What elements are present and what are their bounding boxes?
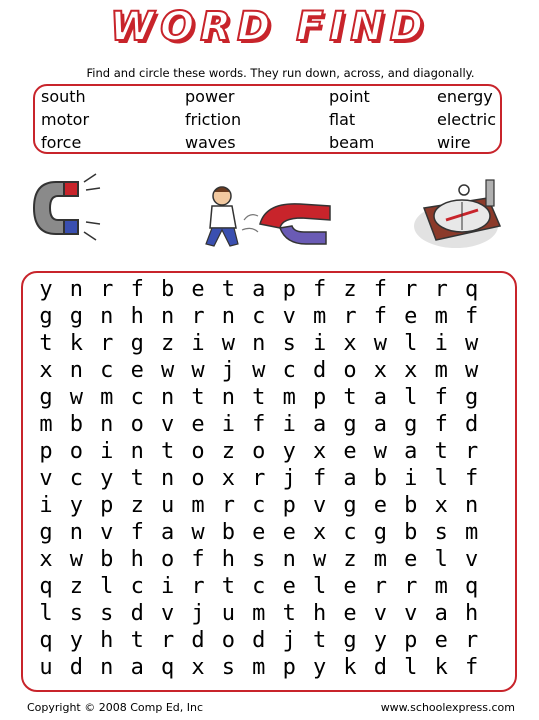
grid-letter[interactable]: n	[221, 385, 236, 410]
grid-letter[interactable]: g	[130, 331, 144, 356]
grid-letter[interactable]: m	[282, 385, 296, 410]
grid-letter[interactable]: g	[69, 304, 84, 329]
grid-letter[interactable]: n	[160, 385, 175, 410]
grid-letter[interactable]: m	[100, 385, 114, 410]
grid-letter[interactable]: a	[312, 412, 327, 437]
boy-with-magnet-icon	[206, 187, 330, 246]
grid-letter[interactable]: a	[343, 466, 357, 491]
word-force: force	[41, 133, 82, 152]
word-waves: waves	[185, 133, 236, 152]
grid-letter[interactable]: e	[343, 574, 357, 599]
grid-letter[interactable]: o	[221, 628, 236, 653]
grid-letter[interactable]: n	[464, 493, 479, 518]
grid-letter[interactable]: r	[160, 628, 175, 653]
grid-letter[interactable]: s	[69, 601, 84, 626]
grid-letter[interactable]: v	[100, 520, 114, 545]
grid-letter[interactable]: e	[343, 601, 357, 626]
grid-letter[interactable]: e	[282, 520, 296, 545]
grid-letter[interactable]: t	[39, 331, 53, 356]
grid-letter[interactable]: o	[343, 358, 357, 383]
grid-letter[interactable]: a	[434, 601, 448, 626]
grid-letter[interactable]: f	[434, 385, 448, 410]
grid-letter[interactable]: m	[39, 412, 53, 437]
grid-letter[interactable]: x	[312, 520, 327, 545]
grid-letter[interactable]: b	[404, 493, 418, 518]
grid-letter[interactable]: a	[373, 412, 388, 437]
grid-letter[interactable]: q	[160, 655, 175, 680]
grid-letter[interactable]: f	[373, 304, 388, 329]
grid-letter[interactable]: p	[100, 493, 114, 518]
grid-letter[interactable]: m	[312, 304, 327, 329]
grid-letter[interactable]: j	[221, 358, 236, 383]
grid-letter[interactable]: f	[130, 277, 144, 302]
grid-letter[interactable]: f	[312, 466, 327, 491]
grid-letter[interactable]: w	[252, 358, 266, 383]
grid-letter[interactable]: t	[130, 628, 144, 653]
grid-letter[interactable]: i	[312, 331, 327, 356]
grid-letter[interactable]: l	[100, 574, 114, 599]
word-electric: electric	[437, 110, 497, 129]
grid-letter[interactable]: t	[221, 277, 236, 302]
grid-letter[interactable]: e	[282, 574, 296, 599]
grid-letter[interactable]: n	[100, 655, 114, 680]
grid-letter[interactable]: e	[130, 358, 144, 383]
grid-letter[interactable]: r	[191, 304, 205, 329]
grid-letter[interactable]: w	[312, 547, 327, 572]
grid-letter[interactable]: v	[373, 601, 388, 626]
grid-letter[interactable]: y	[69, 628, 84, 653]
word-list-box	[33, 84, 502, 154]
grid-letter[interactable]: a	[160, 520, 175, 545]
grid-letter[interactable]: j	[282, 628, 296, 653]
grid-letter[interactable]: g	[39, 385, 53, 410]
grid-letter[interactable]: r	[343, 304, 357, 329]
grid-letter[interactable]: n	[160, 304, 175, 329]
grid-letter[interactable]: t	[130, 466, 144, 491]
grid-letter[interactable]: r	[404, 277, 418, 302]
grid-letter[interactable]: n	[130, 439, 144, 464]
grid-letter[interactable]: n	[69, 520, 84, 545]
illustrations	[0, 160, 539, 260]
grid-letter[interactable]: l	[404, 655, 418, 680]
grid-letter[interactable]: n	[69, 358, 84, 383]
grid-letter[interactable]: v	[312, 493, 327, 518]
grid-letter[interactable]: w	[191, 520, 205, 545]
grid-letter[interactable]: i	[221, 412, 236, 437]
grid-letter[interactable]: m	[252, 655, 266, 680]
grid-letter[interactable]: n	[100, 304, 114, 329]
grid-letter[interactable]: o	[252, 439, 266, 464]
grid-letter[interactable]: t	[252, 385, 266, 410]
grid-letter[interactable]: y	[100, 466, 114, 491]
grid-letter[interactable]: r	[252, 466, 266, 491]
magnet-icon	[34, 174, 100, 240]
grid-letter[interactable]: q	[39, 574, 53, 599]
grid-letter[interactable]: w	[69, 547, 84, 572]
grid-letter[interactable]: e	[343, 439, 357, 464]
grid-letter[interactable]: e	[191, 277, 205, 302]
grid-letter[interactable]: d	[130, 601, 144, 626]
grid-letter[interactable]: r	[100, 277, 114, 302]
grid-letter[interactable]: g	[343, 628, 357, 653]
grid-letter[interactable]: n	[160, 466, 175, 491]
grid-letter[interactable]: y	[373, 628, 388, 653]
grid-letter[interactable]: d	[312, 358, 327, 383]
grid-letter[interactable]: w	[373, 331, 388, 356]
grid-letter[interactable]: r	[373, 574, 388, 599]
grid-letter[interactable]: e	[252, 520, 266, 545]
grid-letter[interactable]: q	[39, 628, 53, 653]
grid-letter[interactable]: m	[191, 493, 205, 518]
grid-letter[interactable]: i	[404, 466, 418, 491]
grid-letter[interactable]: e	[404, 304, 418, 329]
grid-letter[interactable]: i	[191, 331, 205, 356]
grid-letter[interactable]: l	[404, 385, 418, 410]
grid-letter[interactable]: f	[434, 412, 448, 437]
grid-letter[interactable]: l	[39, 601, 53, 626]
grid-letter[interactable]: p	[312, 385, 327, 410]
grid-letter[interactable]: f	[464, 466, 479, 491]
grid-letter[interactable]: g	[343, 412, 357, 437]
grid-letter[interactable]: t	[434, 439, 448, 464]
grid-letter[interactable]: r	[191, 574, 205, 599]
grid-letter[interactable]: f	[252, 412, 266, 437]
grid-letter[interactable]: r	[464, 439, 479, 464]
grid-letter[interactable]: n	[221, 304, 236, 329]
grid-letter[interactable]: x	[312, 439, 327, 464]
grid-letter[interactable]: c	[282, 358, 296, 383]
grid-letter[interactable]: a	[373, 385, 388, 410]
grid-letter[interactable]: m	[464, 520, 479, 545]
grid-letter[interactable]: d	[69, 655, 84, 680]
grid-letter[interactable]: c	[130, 574, 144, 599]
grid-letter[interactable]: e	[434, 628, 448, 653]
grid-letter[interactable]: z	[343, 277, 357, 302]
grid-letter[interactable]: u	[221, 601, 236, 626]
grid-letter[interactable]: t	[312, 628, 327, 653]
grid-letter[interactable]: m	[434, 574, 448, 599]
grid-letter[interactable]: z	[130, 493, 144, 518]
grid-letter[interactable]: q	[464, 277, 479, 302]
grid-letter[interactable]: e	[191, 412, 205, 437]
word-beam: beam	[329, 133, 375, 152]
page-title: WORD FIND	[110, 4, 429, 50]
grid-letter[interactable]: z	[343, 547, 357, 572]
grid-letter[interactable]: e	[373, 493, 388, 518]
grid-letter[interactable]: i	[100, 439, 114, 464]
grid-letter[interactable]: n	[252, 331, 266, 356]
grid-letter[interactable]: w	[191, 358, 205, 383]
grid-letter[interactable]: p	[282, 277, 296, 302]
grid-letter[interactable]: b	[404, 520, 418, 545]
grid-letter[interactable]: y	[69, 493, 84, 518]
grid-letter[interactable]: h	[312, 601, 327, 626]
grid-letter[interactable]: z	[160, 331, 175, 356]
grid-letter[interactable]: v	[404, 601, 418, 626]
instructions: Find and circle these words. They run down, across, and diagonally.	[86, 66, 475, 80]
grid-letter[interactable]: p	[39, 439, 53, 464]
grid-letter[interactable]: k	[434, 655, 448, 680]
word-friction: friction	[185, 110, 242, 129]
grid-letter[interactable]: b	[160, 277, 175, 302]
grid-letter[interactable]: a	[252, 277, 266, 302]
grid-letter[interactable]: m	[252, 601, 266, 626]
word-motor: motor	[41, 110, 90, 129]
grid-letter[interactable]: z	[221, 439, 236, 464]
grid-letter[interactable]: i	[160, 574, 175, 599]
grid-letter[interactable]: w	[464, 331, 479, 356]
grid-letter[interactable]: h	[130, 304, 144, 329]
grid-letter[interactable]: t	[282, 601, 296, 626]
grid-letter[interactable]: a	[130, 655, 144, 680]
grid-letter[interactable]: t	[343, 385, 357, 410]
grid-letter[interactable]: n	[282, 547, 296, 572]
grid-letter[interactable]: o	[69, 439, 84, 464]
grid-letter[interactable]: v	[160, 601, 175, 626]
grid-letter[interactable]: y	[282, 439, 296, 464]
grid-letter[interactable]: f	[130, 520, 144, 545]
grid-letter[interactable]: u	[39, 655, 53, 680]
grid-letter[interactable]: p	[282, 493, 296, 518]
grid-letter[interactable]: b	[69, 412, 84, 437]
grid-letter[interactable]: v	[282, 304, 296, 329]
grid-letter[interactable]: p	[404, 628, 418, 653]
copyright: Copyright © 2008 Comp Ed, Inc	[27, 701, 204, 714]
grid-letter[interactable]: i	[39, 493, 53, 518]
website: www.schoolexpress.com	[380, 701, 515, 714]
grid-letter[interactable]: r	[434, 277, 448, 302]
grid-letter[interactable]: x	[221, 466, 236, 491]
grid-letter[interactable]: i	[434, 331, 448, 356]
grid-letter[interactable]: i	[282, 412, 296, 437]
grid-letter[interactable]: x	[373, 358, 388, 383]
grid-letter[interactable]: v	[464, 547, 479, 572]
grid-letter[interactable]: p	[282, 655, 296, 680]
grid-letter[interactable]: o	[191, 466, 205, 491]
word-flat: flat	[329, 110, 356, 129]
grid-letter[interactable]: b	[221, 520, 236, 545]
grid-letter[interactable]: x	[434, 493, 448, 518]
grid-letter[interactable]: d	[252, 628, 266, 653]
grid-letter[interactable]: f	[312, 277, 327, 302]
grid-letter[interactable]: l	[404, 331, 418, 356]
grid-letter[interactable]: s	[221, 655, 236, 680]
grid-letter[interactable]: o	[191, 439, 205, 464]
grid-letter[interactable]: f	[464, 655, 479, 680]
grid-letter[interactable]: s	[252, 547, 266, 572]
grid-letter[interactable]: a	[404, 439, 418, 464]
grid-letter[interactable]: w	[160, 358, 175, 383]
word-wire: wire	[437, 133, 471, 152]
grid-letter[interactable]: x	[39, 358, 53, 383]
grid-letter[interactable]: x	[404, 358, 418, 383]
grid-letter[interactable]: g	[404, 412, 418, 437]
word-point: point	[329, 87, 370, 106]
grid-letter[interactable]: m	[434, 358, 448, 383]
grid-letter[interactable]: g	[39, 520, 53, 545]
grid-letter[interactable]: k	[69, 331, 84, 356]
grid-letter[interactable]: h	[100, 628, 114, 653]
grid-letter[interactable]: g	[464, 385, 479, 410]
grid-letter[interactable]: t	[221, 574, 236, 599]
grid-letter[interactable]: x	[343, 331, 357, 356]
grid-letter[interactable]: r	[404, 574, 418, 599]
grid-letter[interactable]: l	[434, 466, 448, 491]
grid-letter[interactable]: g	[343, 493, 357, 518]
word-south: south	[41, 87, 86, 106]
grid-letter[interactable]: f	[373, 277, 388, 302]
grid-letter[interactable]: s	[282, 331, 296, 356]
compass-icon	[414, 180, 500, 248]
grid-letter[interactable]: s	[434, 520, 448, 545]
letter-grid	[21, 271, 517, 692]
grid-letter[interactable]: w	[69, 385, 84, 410]
grid-letter[interactable]: m	[434, 304, 448, 329]
grid-letter[interactable]: o	[130, 412, 144, 437]
grid-letter[interactable]: m	[373, 547, 388, 572]
grid-letter[interactable]: c	[252, 304, 266, 329]
grid-letter[interactable]: j	[282, 466, 296, 491]
grid-letter[interactable]: r	[100, 331, 114, 356]
grid-letter[interactable]: w	[464, 358, 479, 383]
grid-letter[interactable]: b	[373, 466, 388, 491]
grid-letter[interactable]: e	[404, 547, 418, 572]
grid-letter[interactable]: r	[464, 628, 479, 653]
grid-letter[interactable]: z	[69, 574, 84, 599]
grid-letter[interactable]: l	[312, 574, 327, 599]
grid-letter[interactable]: v	[39, 466, 53, 491]
word-energy: energy	[437, 87, 493, 106]
grid-letter[interactable]: d	[191, 628, 205, 653]
grid-letter[interactable]: w	[373, 439, 388, 464]
grid-letter[interactable]: d	[464, 412, 479, 437]
grid-letter[interactable]: l	[434, 547, 448, 572]
grid-letter[interactable]: n	[69, 277, 84, 302]
grid-letter[interactable]: q	[464, 574, 479, 599]
grid-letter[interactable]: u	[160, 493, 175, 518]
grid-letter[interactable]: v	[160, 412, 175, 437]
grid-letter[interactable]: g	[39, 304, 53, 329]
grid-letter[interactable]: x	[39, 547, 53, 572]
grid-letter[interactable]: y	[39, 277, 53, 302]
word-power: power	[185, 87, 235, 106]
grid-letter[interactable]: y	[312, 655, 327, 680]
grid-letter[interactable]: k	[343, 655, 357, 680]
grid-letter[interactable]: b	[100, 547, 114, 572]
grid-letter[interactable]: n	[100, 412, 114, 437]
grid-letter[interactable]: h	[464, 601, 479, 626]
grid-letter[interactable]: t	[191, 385, 205, 410]
grid-letter[interactable]: c	[130, 385, 144, 410]
grid-letter[interactable]: x	[191, 655, 205, 680]
grid-letter[interactable]: o	[160, 547, 175, 572]
grid-letter[interactable]: f	[464, 304, 479, 329]
grid-letter[interactable]: g	[373, 520, 388, 545]
grid-letter[interactable]: t	[160, 439, 175, 464]
grid-letter[interactable]: c	[252, 574, 266, 599]
grid-letter[interactable]: h	[221, 547, 236, 572]
grid-letter[interactable]: d	[373, 655, 388, 680]
grid-letter[interactable]: c	[100, 358, 114, 383]
grid-letter[interactable]: s	[100, 601, 114, 626]
grid-letter[interactable]: f	[191, 547, 205, 572]
grid-letter[interactable]: h	[130, 547, 144, 572]
grid-letter[interactable]: c	[252, 493, 266, 518]
grid-letter[interactable]: j	[191, 601, 205, 626]
grid-letter[interactable]: c	[343, 520, 357, 545]
grid-letter[interactable]: r	[221, 493, 236, 518]
grid-letter[interactable]: c	[69, 466, 84, 491]
grid-letter[interactable]: w	[221, 331, 236, 356]
